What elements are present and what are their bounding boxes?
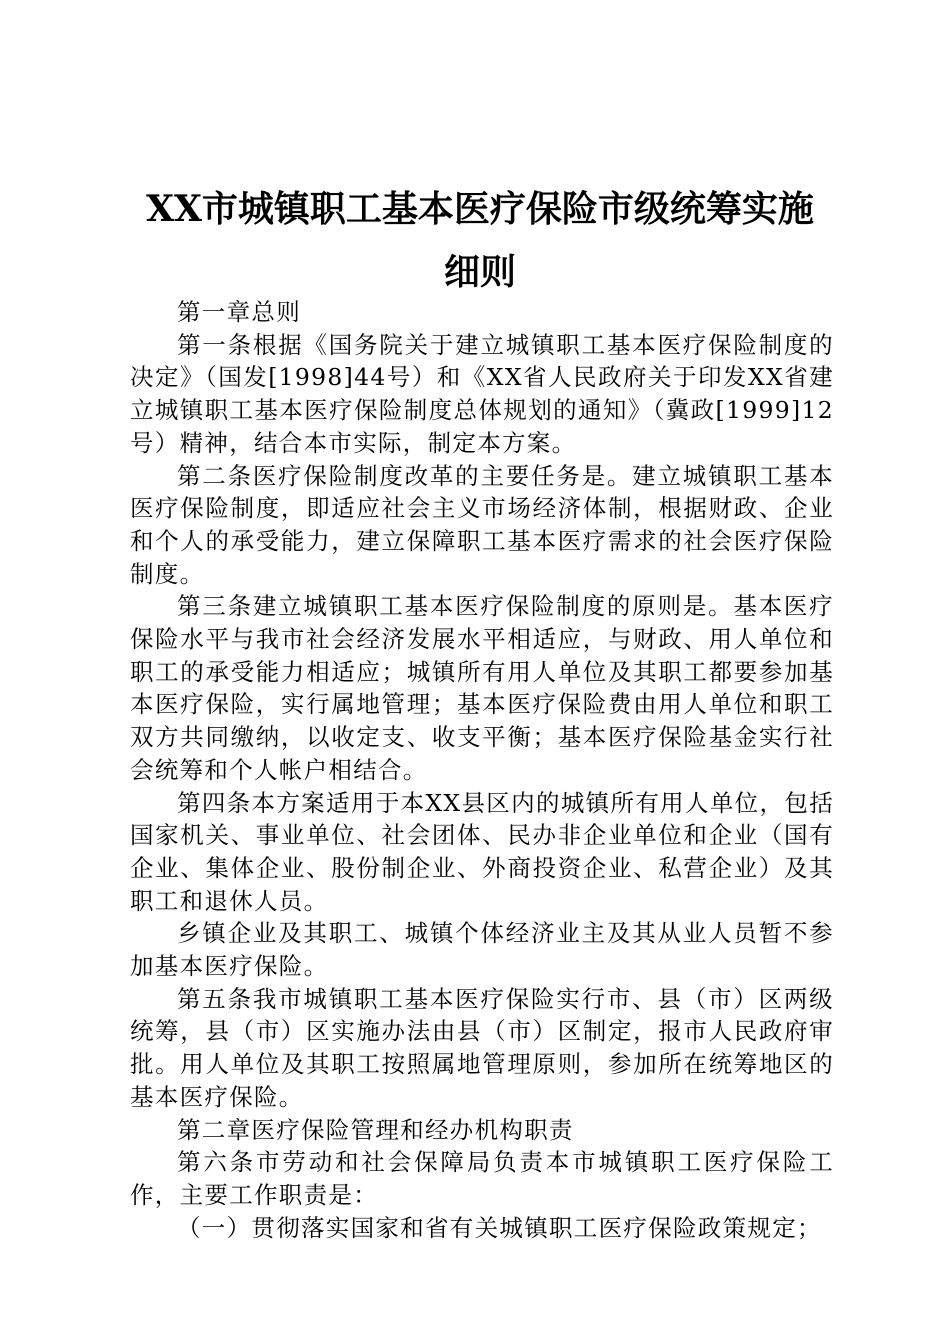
chapter-heading: 第二章医疗保险管理和经办机构职责 — [177, 1115, 574, 1144]
paragraph: 第二条医疗保险制度改革的主要任务是。建立城镇职工基本医疗保险制度，即适应社会主义市场经济体制，根据财政、企业和个人的承受能力，建立保障职工基本医疗需求的社会医疗保险制度。 — [130, 461, 834, 588]
chapter-heading: 第一章总则 — [177, 298, 301, 326]
paragraph: 第五条我市城镇职工基本医疗保险实行市、县（市）区两级统筹，县（市）区实施办法由县（市）区制定，报市人民政府审批。用人单位及其职工按照属地管理原则，参加所在统筹地区的基本医疗保险。 — [130, 984, 834, 1111]
document-title: XX市城镇职工基本医疗保险市级统筹实施细则 — [146, 188, 814, 293]
paragraph: 第三条建立城镇职工基本医疗保险制度的原则是。基本医疗保险水平与我市社会经济发展水平相适应，与财政、用人单位和职工的承受能力相适应；城镇所有用人单位及其职工都要参加基本医疗保险，实行属地管理；基本医疗保险费由用人单位和职工双方共同缴纳，以收定支、收支平衡；基本医疗保险基金实行社会统筹和个人帐户相结合。 — [130, 592, 834, 784]
list-item: （一）贯彻落实国家和省有关城镇职工医疗保险政策规定； — [177, 1213, 822, 1242]
document-body — [130, 296, 834, 1244]
paragraph: 第六条市劳动和社会保障局负责本市城镇职工医疗保险工作，主要工作职责是： — [130, 1148, 834, 1209]
paragraph: 第四条本方案适用于本XX县区内的城镇所有用人单位，包括国家机关、事业单位、社会团体、民办非企业单位和企业（国有企业、集体企业、股份制企业、外商投资企业、私营企业）及其职工和退休人员。 — [130, 788, 834, 915]
paragraph: 乡镇企业及其职工、城镇个体经济业主及其从业人员暂不参加基本医疗保险。 — [130, 919, 834, 981]
paragraph: 第一条根据《国务院关于建立城镇职工基本医疗保险制度的决定》（国发[1998]44号）和《XX省人民政府关于印发XX省建立城镇职工基本医疗保险制度总体规划的通知》（冀政[1999]12号）精神，结合本市实际，制定本方案。 — [130, 330, 834, 457]
